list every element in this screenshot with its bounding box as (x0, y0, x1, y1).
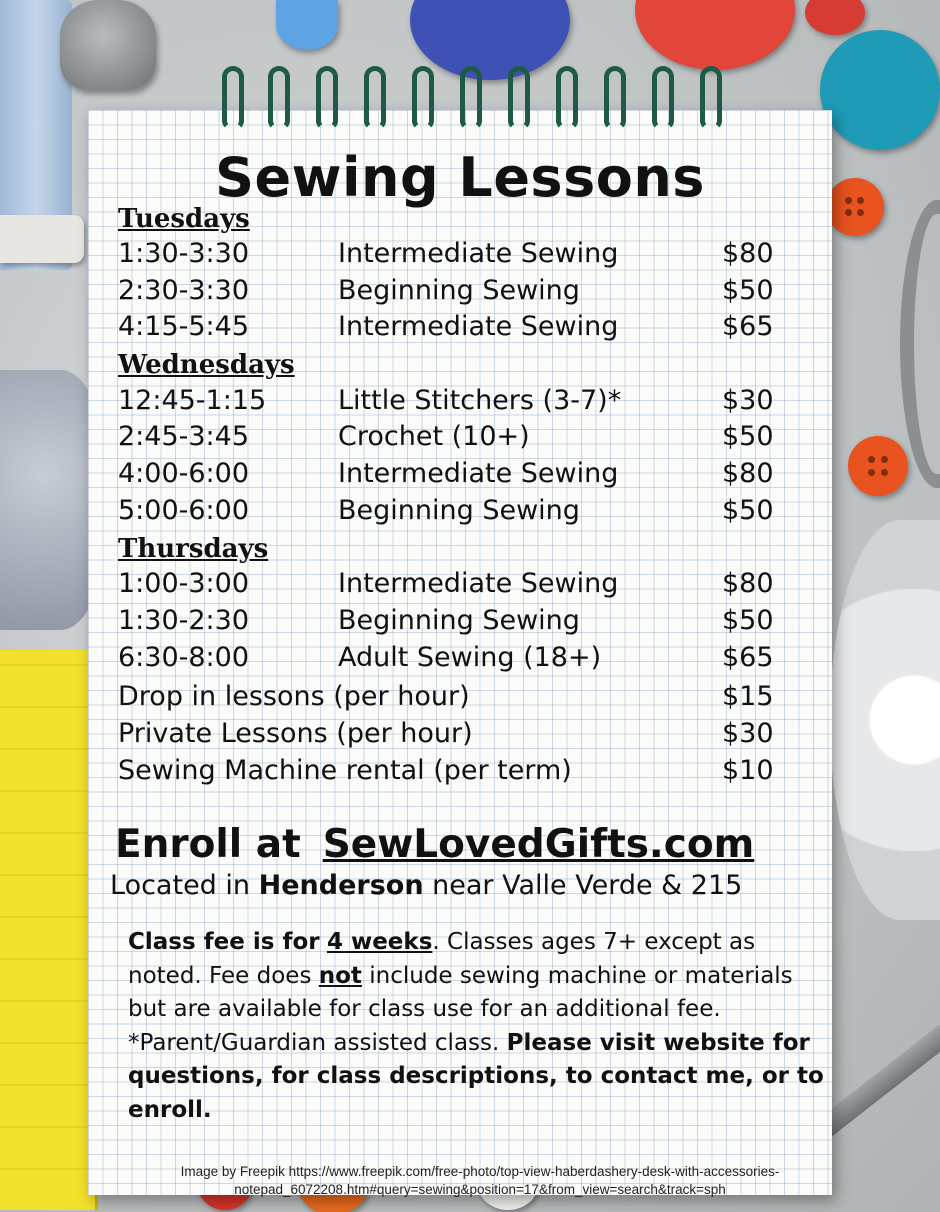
class-price: $50 (722, 605, 774, 636)
class-time: 2:45-3:45 (118, 421, 250, 452)
extra-service-name: Drop in lessons (per hour) (118, 681, 470, 712)
class-time: 4:15-5:45 (118, 311, 250, 342)
thimble-icon (60, 0, 156, 90)
class-time: 4:00-6:00 (118, 458, 250, 489)
button-red-small (805, 0, 865, 35)
fee-dot: . (432, 929, 440, 955)
spiral-ring (268, 66, 290, 130)
button-blue-small (276, 0, 338, 50)
spiral-ring (460, 66, 482, 130)
class-name: Beginning Sewing (338, 605, 580, 636)
class-name: Adult Sewing (18+) (338, 642, 602, 673)
class-price: $65 (722, 642, 774, 673)
class-name: Intermediate Sewing (338, 238, 619, 269)
class-price: $80 (722, 568, 774, 599)
spiral-ring (604, 66, 626, 130)
includes-note: include sewing machine or materials but are available for class use for an additional fee. *Parent/Guardian assisted class. (128, 962, 793, 1056)
fee-weeks: 4 weeks (326, 929, 433, 955)
extra-service-price: $30 (722, 718, 774, 749)
class-price: $50 (722, 421, 774, 452)
class-time: 1:30-3:30 (118, 238, 250, 269)
class-time: 1:00-3:00 (118, 568, 250, 599)
extra-service-price: $15 (722, 681, 774, 712)
day-heading-thursdays: Thursdays (118, 534, 269, 564)
spiral-ring (316, 66, 338, 130)
class-name: Intermediate Sewing (338, 568, 619, 599)
button-red-large (635, 0, 795, 70)
fine-print (128, 926, 828, 1127)
enroll-line (115, 822, 754, 867)
not-emphasis: not (318, 962, 362, 989)
class-name: Beginning Sewing (338, 275, 580, 306)
spiral-ring (652, 66, 674, 130)
location-prefix: Located in (110, 870, 251, 901)
class-name: Intermediate Sewing (338, 458, 619, 489)
class-price: $50 (722, 275, 774, 306)
extra-service-name: Private Lessons (per hour) (118, 718, 473, 749)
class-price: $30 (722, 385, 774, 416)
spiral-ring (700, 66, 722, 130)
day-heading-tuesdays: Tuesdays (118, 204, 250, 234)
class-price: $65 (722, 311, 774, 342)
class-name: Little Stitchers (3-7)* (338, 385, 622, 416)
website-link[interactable]: SewLovedGifts.com (322, 822, 755, 867)
button-navy-large (410, 0, 570, 80)
image-credit: Image by Freepik https://www.freepik.com/free-photo/top-view-haberdashery-desk-with-accessories-notepad_6072208.htm#query=sewing&position=17&from_view=search&track=sph (180, 1164, 780, 1197)
class-name: Crochet (10+) (338, 421, 530, 452)
visit-website-note: Please visit website for questions, for class descriptions, to contact me, or to enroll. (128, 1029, 824, 1123)
class-price: $50 (722, 495, 774, 526)
location-suffix: near Valle Verde & 215 (432, 870, 743, 901)
class-name: Beginning Sewing (338, 495, 580, 526)
spiral-ring (412, 66, 434, 130)
location-city: Henderson (258, 870, 424, 901)
ages-note: Classes ages 7+ except as noted. Fee does (128, 929, 756, 989)
extra-service-price: $10 (722, 755, 774, 786)
day-heading-wednesdays: Wednesdays (118, 350, 295, 380)
spiral-ring (508, 66, 530, 130)
measuring-tape-left (0, 650, 98, 1210)
class-time: 12:45-1:15 (118, 385, 267, 416)
location-line (110, 870, 742, 901)
spiral-ring (556, 66, 578, 130)
class-time: 2:30-3:30 (118, 275, 250, 306)
poster-title: Sewing Lessons (215, 146, 705, 209)
class-time: 5:00-6:00 (118, 495, 250, 526)
magnifier-rim (900, 200, 940, 488)
spiral-ring (364, 66, 386, 130)
button-teal-large (820, 30, 940, 150)
extra-service-name: Sewing Machine rental (per term) (118, 755, 572, 786)
class-time: 6:30-8:00 (118, 642, 250, 673)
class-price: $80 (722, 238, 774, 269)
fee-intro: Class fee is for (128, 929, 320, 955)
class-price: $80 (722, 458, 774, 489)
enroll-prefix: Enroll at (115, 822, 301, 867)
class-name: Intermediate Sewing (338, 311, 619, 342)
thread-spool-end (0, 215, 84, 263)
pin-wheel (830, 520, 940, 920)
button-orange-2 (848, 436, 908, 496)
spiral-ring (222, 66, 244, 130)
class-time: 1:30-2:30 (118, 605, 250, 636)
